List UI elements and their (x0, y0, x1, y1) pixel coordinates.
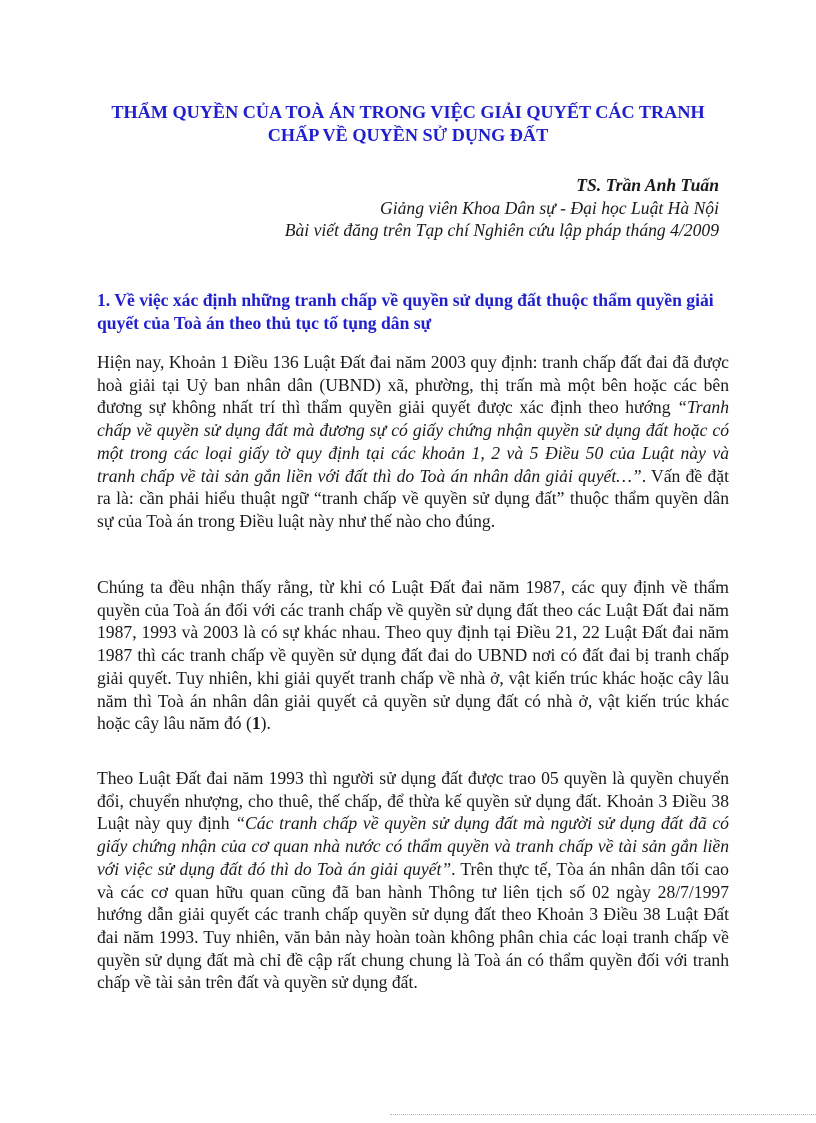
publication-note: Bài viết đăng trên Tạp chí Nghiên cứu lập pháp tháng 4/2009 (284, 220, 719, 240)
paragraph-2-text-before: Chúng ta đều nhận thấy rằng, từ khi có Luật Đất đai năm 1987, các quy định về thẩm quyền của Toà án đối với các tranh chấp về quyền sử dụng đất theo các Luật Đất đai năm 1987, 1993 và 2003 là có sự khác nhau. Theo quy định tại Điều 21, 22 Luật Đất đai năm 1987 thì các tranh chấp về quyền sử dụng đất đai do UBND nơi có đất đai bị tranh chấp giải quyết. Tuy nhiên, khi giải quyết tranh chấp về nhà ở, vật kiến trúc khác hoặc cây lâu năm thì Toà án nhân dân giải quyết cả quyền sử dụng đất có nhà ở, vật kiến trúc khác hoặc cây lâu năm đó ( (97, 577, 729, 734)
title-line-2: CHẤP VỀ QUYỀN SỬ DỤNG ĐẤT (267, 125, 549, 145)
paragraph-1 (97, 351, 729, 533)
title-line-1: THẨM QUYỀN CỦA TOÀ ÁN TRONG VIỆC GIẢI QUYẾT CÁC TRANH (111, 102, 705, 122)
footnote-reference-1[interactable]: 1 (251, 713, 261, 734)
paragraph-1-text-before: Hiện nay, Khoản 1 Điều 136 Luật Đất đai năm 2003 quy định: tranh chấp đất đai đã được hoà giải tại Uỷ ban nhân dân (UBND) xã, phường, thị trấn mà một bên hoặc các bên đương sự không nhất trí thì thẩm quyền giải quyết được xác định theo hướng (97, 352, 729, 418)
paragraph-1-text-after: . Vấn đề đặt ra là: cần phải hiểu thuật ngữ “tranh chấp về quyền sử dụng đất” thuộc thẩm quyền dân sự của Toà án trong Điều luật này như thế nào cho đúng. (97, 465, 729, 531)
paragraph-1-quote: “Tranh chấp về quyền sử dụng đất mà đương sự có giấy chứng nhận quyền sử dụng đất hoặc có một trong các loại giấy tờ quy định tại các khoản 1, 2 và 5 Điều 50 của Luật này và tranh chấp về tài sản gắn liền với đất thì do Toà án nhân dân giải quyết…” (97, 397, 729, 486)
author-block (285, 174, 719, 242)
paragraph-3-text-before: Theo Luật Đất đai năm 1993 thì người sử dụng đất được trao 05 quyền là quyền chuyển đổi, chuyển nhượng, cho thuê, thế chấp, để thừa kế quyền sử dụng đất. Khoản 3 Điều 38 Luật này quy định (97, 768, 729, 834)
paragraph-3 (97, 767, 729, 994)
paragraph-3-text-after: . Trên thực tế, Tòa án nhân dân tối cao và các cơ quan hữu quan cũng đã ban hành Thông tư liên tịch số 02 ngày 28/7/1997 hướng dẫn giải quyết các tranh chấp quyền sử dụng đất theo Khoản 3 Điều 38 Luật Đất đai năm 1993. Tuy nhiên, văn bản này hoàn toàn không phân chia các loại tranh chấp về quyền sử dụng đất mà chỉ đề cập rất chung chung là Toà án có thẩm quyền đối với tranh chấp về tài sản trên đất và quyền sử dụng đất. (97, 858, 729, 993)
paragraph-3-quote: “Các tranh chấp về quyền sử dụng đất mà người sử dụng đất đã có giấy chứng nhận của cơ quan nhà nước có thẩm quyền và tranh chấp về tài sản gắn liền với việc sử dụng đất đó thì do Toà án giải quyết” (97, 813, 729, 879)
page-bottom-divider (390, 1114, 816, 1115)
document-title (60, 101, 756, 147)
paragraph-2 (97, 576, 729, 735)
author-name: TS. Trần Anh Tuấn (576, 175, 719, 195)
section-1-heading: 1. Về việc xác định những tranh chấp về quyền sử dụng đất thuộc thẩm quyền giải quyết của Toà án theo thủ tục tố tụng dân sự (97, 290, 714, 333)
author-affiliation: Giảng viên Khoa Dân sự - Đại học Luật Hà Nội (380, 197, 719, 218)
paragraph-2-text-after: ). (260, 713, 271, 734)
